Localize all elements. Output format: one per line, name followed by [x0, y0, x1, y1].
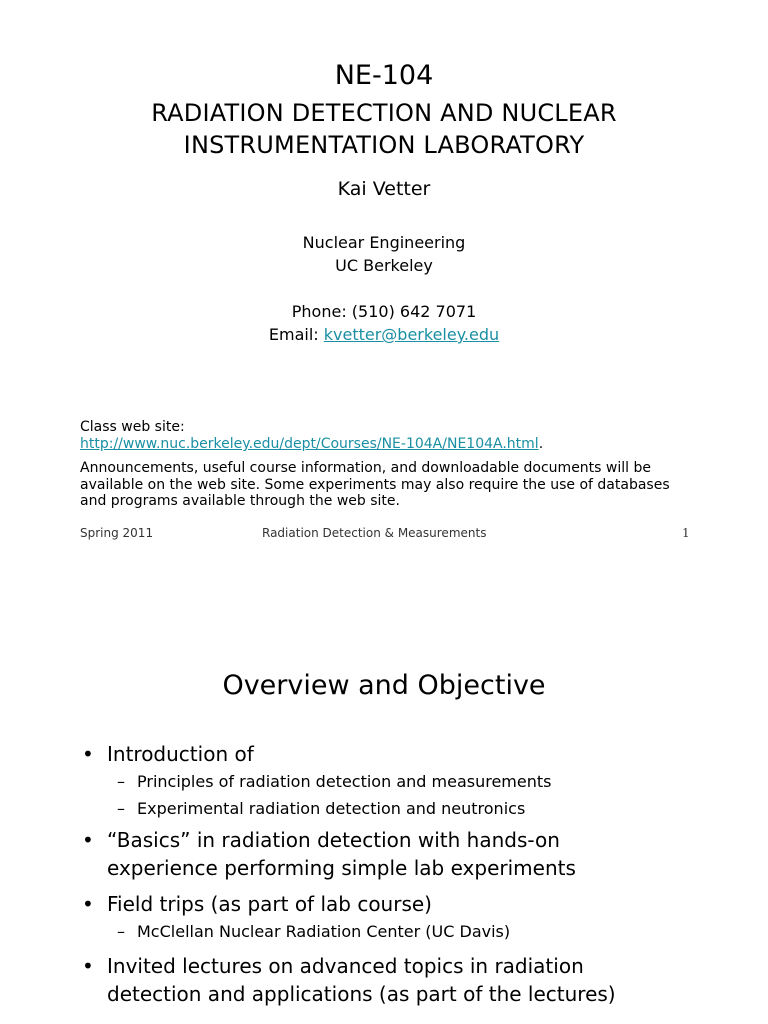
- bullet-text: Introduction of: [107, 742, 254, 766]
- web-site-link[interactable]: http://www.nuc.berkeley.edu/dept/Courses/NE-104A/NE104A.html: [80, 436, 539, 452]
- sub-bullet-text: Experimental radiation detection and neutronics: [137, 799, 526, 818]
- course-title-line-2: INSTRUMENTATION LABORATORY: [183, 131, 585, 159]
- sub-bullet-marker: –: [117, 772, 125, 791]
- sub-bullet-marker: –: [117, 799, 125, 818]
- slide-title: Overview and Objective: [222, 670, 546, 701]
- sub-bullet-text: Principles of radiation detection and measurements: [137, 772, 552, 791]
- course-title-line-1: RADIATION DETECTION AND NUCLEAR: [151, 99, 617, 127]
- course-code: NE-104: [334, 60, 434, 91]
- bullet-text: Invited lectures on advanced topics in radiation detection and applications (as part of the lectures): [107, 954, 616, 1006]
- university: UC Berkeley: [335, 256, 433, 275]
- web-site-description: Announcements, useful course information, and downloadable documents will be available on the web site. Some experiments may also require the use of databases and programs available through the web site.: [80, 460, 670, 509]
- bullet-marker: •: [82, 954, 94, 978]
- email-link[interactable]: kvetter@berkeley.edu: [323, 325, 500, 344]
- bullet-marker: •: [82, 892, 94, 916]
- department: Nuclear Engineering: [302, 233, 466, 252]
- slide-separator: [0, 560, 768, 600]
- sub-bullet-marker: –: [117, 922, 125, 941]
- footer-course-name: Radiation Detection & Measurements: [262, 526, 487, 540]
- sub-bullet-text: McClellan Nuclear Radiation Center (UC Davis): [137, 922, 511, 941]
- bullet-text: “Basics” in radiation detection with hands-on experience performing simple lab experiments: [107, 828, 576, 880]
- web-site-label: Class web site:: [80, 419, 185, 435]
- author-name: Kai Vetter: [337, 178, 431, 200]
- bullet-marker: •: [82, 828, 94, 852]
- phone-number: Phone: (510) 642 7071: [291, 302, 477, 321]
- email-line: [0, 325, 768, 344]
- footer-page-number: 1: [682, 526, 690, 540]
- bullet-text: Field trips (as part of lab course): [107, 892, 432, 916]
- bullet-marker: •: [82, 742, 94, 766]
- email-label: Email:: [268, 325, 324, 344]
- web-url-line: [80, 436, 700, 452]
- slide-2: [0, 600, 768, 1024]
- web-url-period: .: [538, 436, 544, 452]
- footer-term: Spring 2011: [80, 526, 154, 540]
